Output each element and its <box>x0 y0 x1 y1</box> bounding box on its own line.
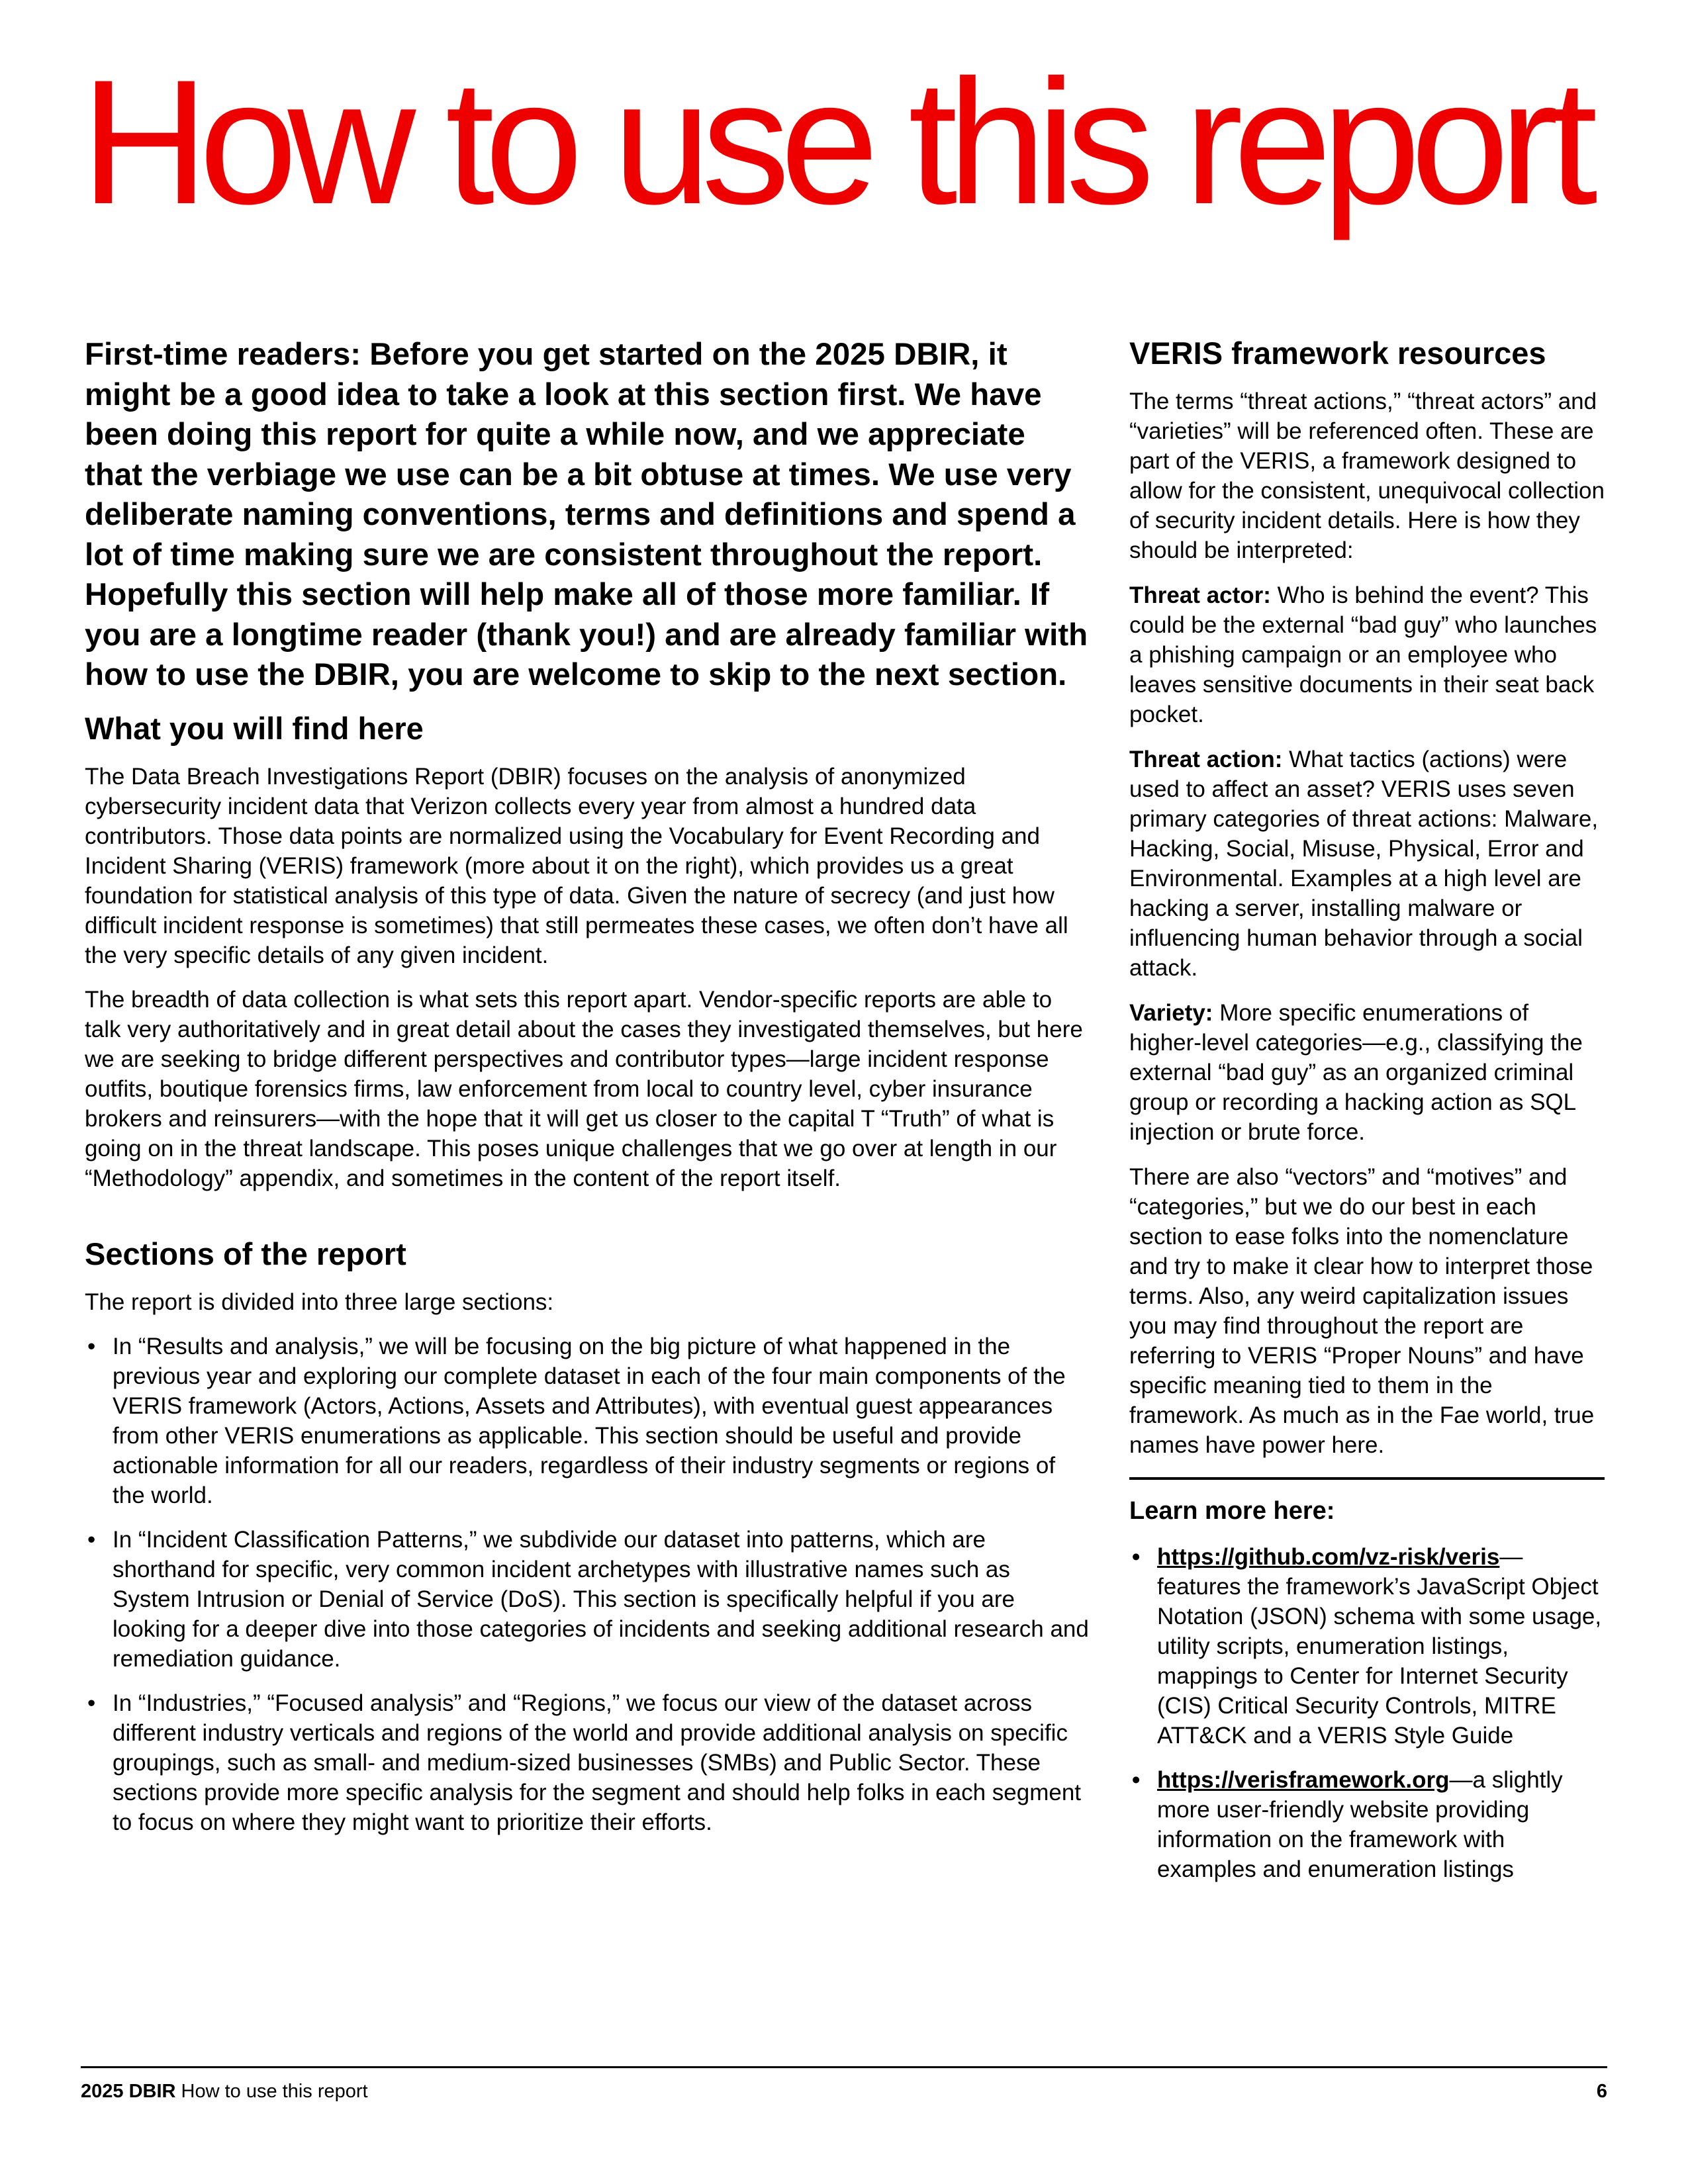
veris-heading: VERIS framework resources <box>1129 336 1546 371</box>
sidebar-column <box>1129 335 1606 1899</box>
definition-term: Threat actor: <box>1129 582 1271 608</box>
verisframework-link[interactable]: https://verisframework.org <box>1157 1767 1450 1793</box>
footer-divider <box>81 2066 1607 2068</box>
link-description: —features the framework’s JavaScript Object Notation (JSON) schema with some usage, utility scripts, enumeration listings, mappings to Center for Internet Security (CIS) Critical Security Controls, MITRE ATT&CK and a VERIS Style Guide <box>1157 1544 1602 1749</box>
veris-closing: There are also “vectors” and “motives” and “categories,” but we do our best in each section to ease folks into the nomenclature and try to make it clear how to interpret those terms. Also, any weird capitalization issues you may find throughout the report are referring to VERIS “Proper Nouns” and have specific meaning tied to them in the framework. As much as in the Fae world, true names have power here. <box>1129 1164 1595 1458</box>
footer-label <box>81 2079 368 2103</box>
what-you-will-find-heading: What you will find here <box>85 710 424 746</box>
definition-threat-action <box>1129 745 1606 983</box>
definition-text: More specific enumerations of higher-level categories—e.g., classifying the external “bad guy” as an organized criminal group or recording a hacking action as SQL injection or brute force. <box>1129 1000 1583 1145</box>
learn-more-list <box>1129 1542 1606 1884</box>
sections-heading: Sections of the report <box>85 1236 406 1271</box>
page-number: 6 <box>1596 2081 1607 2102</box>
definition-variety <box>1129 998 1606 1147</box>
github-veris-link[interactable]: https://github.com/vz-risk/veris <box>1157 1544 1500 1570</box>
list-item: • In “Incident Classification Patterns,” we subdivide our dataset into patterns, which are shorthand for specific, very common incident archetypes with illustrative names such as System Intrusion or Denial of Service (DoS). This section is specifically helpful if you are looking for a deeper dive into those categories of incidents and seeking additional research and remediation guidance. <box>85 1525 1091 1674</box>
footer-report-name: 2025 DBIR <box>81 2081 176 2102</box>
definition-text: What tactics (actions) were used to affect an asset? VERIS uses seven primary categories of threat actions: Malware, Hacking, Social, Misuse, Physical, Error and Environmental. Examples at a high level are hacking a server, installing malware or influencing human behavior through a social attack. <box>1129 747 1599 981</box>
definition-term: Variety: <box>1129 1000 1213 1026</box>
footer-section-name: How to use this report <box>175 2081 368 2102</box>
what-you-will-find-paragraph-2: The breadth of data collection is what sets this report apart. Vendor-specific reports are able to talk very authoritatively and in great detail about the cases they investigated themselves, but here we are seeking to bridge different perspectives and contributor types—large incident response outfits, boutique forensics firms, law enforcement from local to country level, cyber insurance brokers and reinsurers—with the hope that it will get us closer to the capital T “Truth” of what is going on in the threat landscape. This poses unique challenges that we go over at length in our “Methodology” appendix, and sometimes in the content of the report itself. <box>85 986 1083 1191</box>
list-item <box>1129 1542 1606 1751</box>
main-column <box>85 335 1091 1852</box>
intro-paragraph: First-time readers: Before you get started on the 2025 DBIR, it might be a good idea to take a look at this section first. We have been doing this report for quite a while now, and we appreciate that the verbiage we use can be a bit obtuse at times. We use very deliberate naming conventions, terms and definitions and spend a lot of time making sure we are consistent throughout the report. Hopefully this section will help make all of those more familiar. If you are a longtime reader (thank you!) and are already familiar with how to use the DBIR, you are welcome to skip to the next section. <box>85 337 1088 692</box>
list-item: • In “Industries,” “Focused analysis” and “Regions,” we focus our view of the dataset across different industry verticals and regions of the world and provide additional analysis on specific groupings, such as small- and medium-sized businesses (SMBs) and Public Sector. These sections provide more specific analysis for the segment and should help folks in each segment to focus on where they might want to prioritize their efforts. <box>85 1688 1091 1837</box>
sections-lead: The report is divided into three large sections: <box>85 1289 554 1315</box>
sections-list <box>85 1332 1091 1837</box>
learn-more-heading: Learn more here: <box>1129 1497 1335 1525</box>
what-you-will-find-paragraph-1: The Data Breach Investigations Report (DBIR) focuses on the analysis of anonymized cybersecurity incident data that Verizon collects every year from almost a hundred data contributors. Those data points are normalized using the Vocabulary for Event Recording and Incident Sharing (VERIS) framework (more about it on the right), which provides us a great foundation for statistical analysis of this type of data. Given the nature of secrecy (and just how difficult incident response is sometimes) that still permeates these cases, we often don’t have all the very specific details of any given incident. <box>85 763 1068 968</box>
divider <box>1129 1477 1605 1480</box>
veris-intro: The terms “threat actions,” “threat actors” and “varieties” will be referenced often. These are part of the VERIS, a framework designed to allow for the consistent, unequivocal collection of security incident details. Here is how they should be interpreted: <box>1129 388 1605 563</box>
page-title: How to use this report <box>81 42 1588 241</box>
definition-text: Who is behind the event? This could be the external “bad guy” who launches a phishing campaign or an employee who leaves sensitive documents in their seat back pocket. <box>1129 582 1597 727</box>
list-item: • In “Results and analysis,” we will be focusing on the big picture of what happened in the previous year and exploring our complete dataset in each of the four main components of the VERIS framework (Actors, Actions, Assets and Attributes), with eventual guest appearances from other VERIS enumerations as applicable. This section should be useful and provide actionable information for all our readers, regardless of their industry segments or regions of the world. <box>85 1332 1091 1510</box>
link-description: —a slightly more user-friendly website providing information on the framework with examples and enumeration listings <box>1157 1767 1563 1882</box>
definition-term: Threat action: <box>1129 747 1283 772</box>
list-item <box>1129 1765 1606 1884</box>
definition-threat-actor <box>1129 580 1606 729</box>
